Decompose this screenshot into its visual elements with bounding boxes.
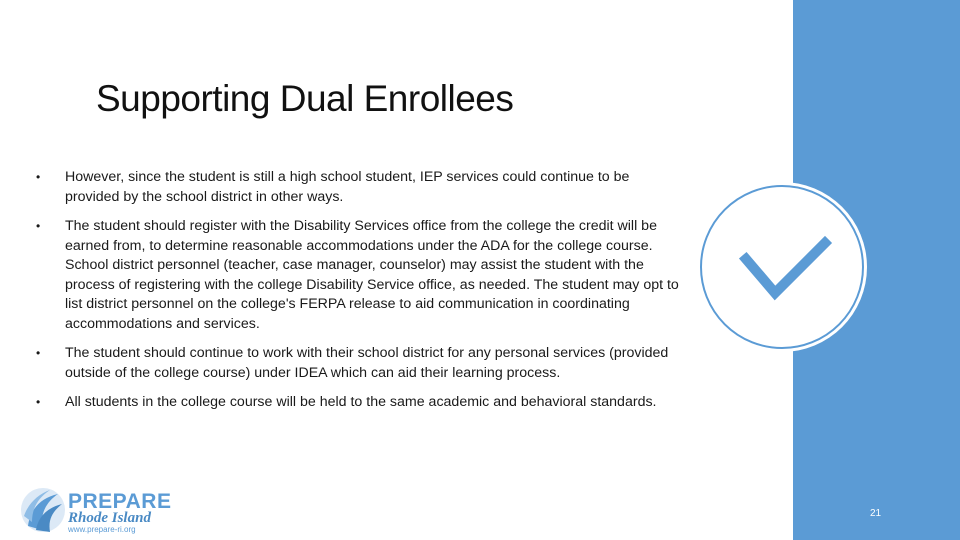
page-number: 21 (870, 508, 882, 519)
checkmark-badge (700, 185, 864, 349)
bullet-marker: • (36, 346, 41, 360)
logo-subtitle: Rhode Island (68, 510, 151, 526)
wave-logo-icon (20, 486, 66, 534)
bullet-marker: • (36, 395, 41, 409)
logo-name: PREPARE (68, 490, 172, 513)
logo-url: www.prepare-ri.org (68, 525, 136, 534)
bullet-marker: • (36, 219, 41, 233)
bullet-item (36, 168, 686, 207)
bullet-text: All students in the college course will be held to the same academic and behavioral standards. (65, 394, 657, 410)
bullet-item (36, 217, 686, 334)
bullet-marker: • (36, 170, 41, 184)
bullet-text: The student should register with the Disability Services office from the college the credit will be earned from, to determine reasonable accommodations under the ADA for the college course. School district personnel (teacher, case manager, counselor) may assist the student with the process of registering with the college Disability Service office, as needed. The student may opt to list district personnel on the college's FERPA release to aid communication in coordinating accommodations and services. (65, 218, 679, 332)
bullet-item (36, 344, 686, 383)
bullet-list (36, 168, 686, 423)
bullet-text: However, since the student is still a high school student, IEP services could continue to be provided by the school district in other ways. (65, 169, 630, 205)
bullet-text: The student should continue to work with their school district for any personal services (provided outside of the college course) under IDEA which can aid their learning process. (65, 345, 669, 381)
slide-title: Supporting Dual Enrollees (96, 78, 514, 119)
prepare-logo (20, 486, 170, 534)
checkmark-icon (702, 187, 862, 347)
bullet-item (36, 393, 686, 413)
